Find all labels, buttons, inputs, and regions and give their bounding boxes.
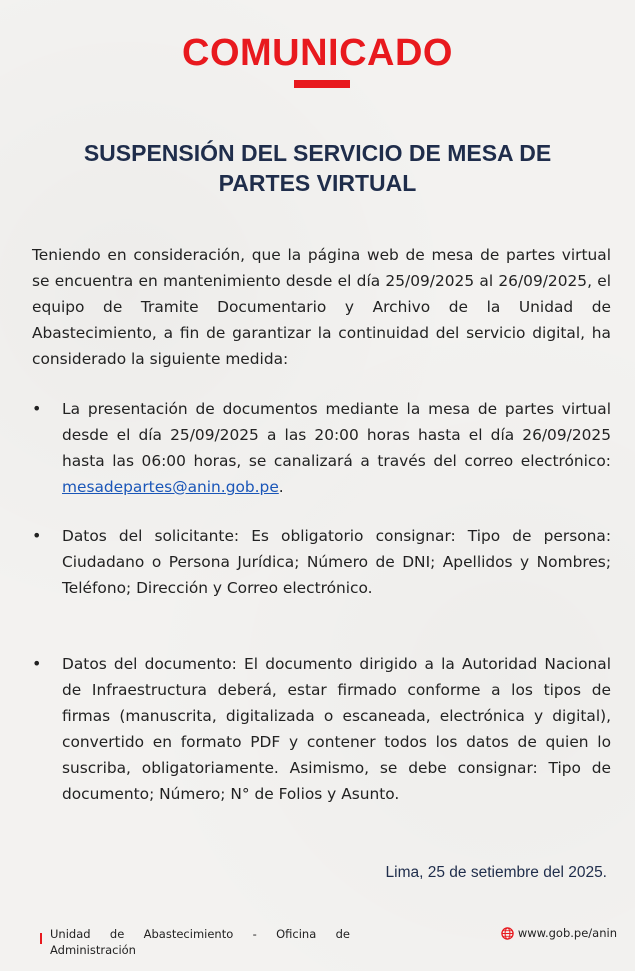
list-item-body: La presentación de documentos mediante la mesa de partes virtual desde el día 25/09/2025 a las 20:00 horas hasta el día 26/09/2025 hasta las 06:00 horas, se canalizará a través del correo electrónico: — [62, 400, 611, 470]
list-item — [32, 396, 611, 500]
list-item — [32, 651, 611, 807]
list-item-text — [62, 396, 611, 500]
page-title: COMUNICADO — [182, 32, 453, 74]
page-subtitle — [40, 138, 595, 198]
subtitle-line-1: SUSPENSIÓN DEL SERVICIO DE MESA DE — [83, 140, 552, 166]
subtitle-line-2: PARTES VIRTUAL — [218, 170, 417, 196]
globe-icon — [501, 927, 514, 940]
list-item-text: Datos del solicitante: Es obligatorio consignar: Tipo de persona: Ciudadano o Persona Jurídica; Número de DNI; Apellidos y Nombres; Teléfono; Dirección y Correo electrónico. — [62, 527, 611, 597]
date-line: Lima, 25 de setiembre del 2025. — [385, 864, 607, 881]
intro-paragraph: Teniendo en consideración, que la página web de mesa de partes virtual se encuentra en mantenimiento desde el día 25/09/2025 al 26/09/2025, el equipo de Tramite Documentario y Archivo de la Unidad de Abastecimiento, a fin de garantizar la continuidad del servicio digital, ha considerado la siguiente medida: — [32, 246, 611, 368]
list-item-suffix: . — [278, 478, 284, 496]
bullet-icon: • — [32, 526, 42, 545]
website-link[interactable]: www.gob.pe/anin — [517, 926, 617, 940]
list-item-text: Datos del documento: El documento dirigido a la Autoridad Nacional de Infraestructura deberá, estar firmado conforme a los tipos de firmas (manuscrita, digitalizada o escaneada, electrónica y digital), convertido en formato PDF y contener todos los datos de quien lo suscriba, obligatoriamente. Asimismo, se debe consignar: Tipo de documento; Número; N° de Folios y Asunto. — [62, 655, 611, 803]
footer-website — [501, 926, 617, 940]
bullet-icon: • — [32, 399, 42, 418]
footer-accent-bar — [40, 933, 42, 944]
title-underline — [294, 80, 350, 88]
footer-office: Unidad de Abastecimiento - Oficina de Administración — [50, 927, 350, 957]
bullet-icon: • — [32, 654, 42, 673]
list-item — [32, 523, 611, 601]
email-link[interactable]: mesadepartes@anin.gob.pe — [62, 478, 279, 496]
